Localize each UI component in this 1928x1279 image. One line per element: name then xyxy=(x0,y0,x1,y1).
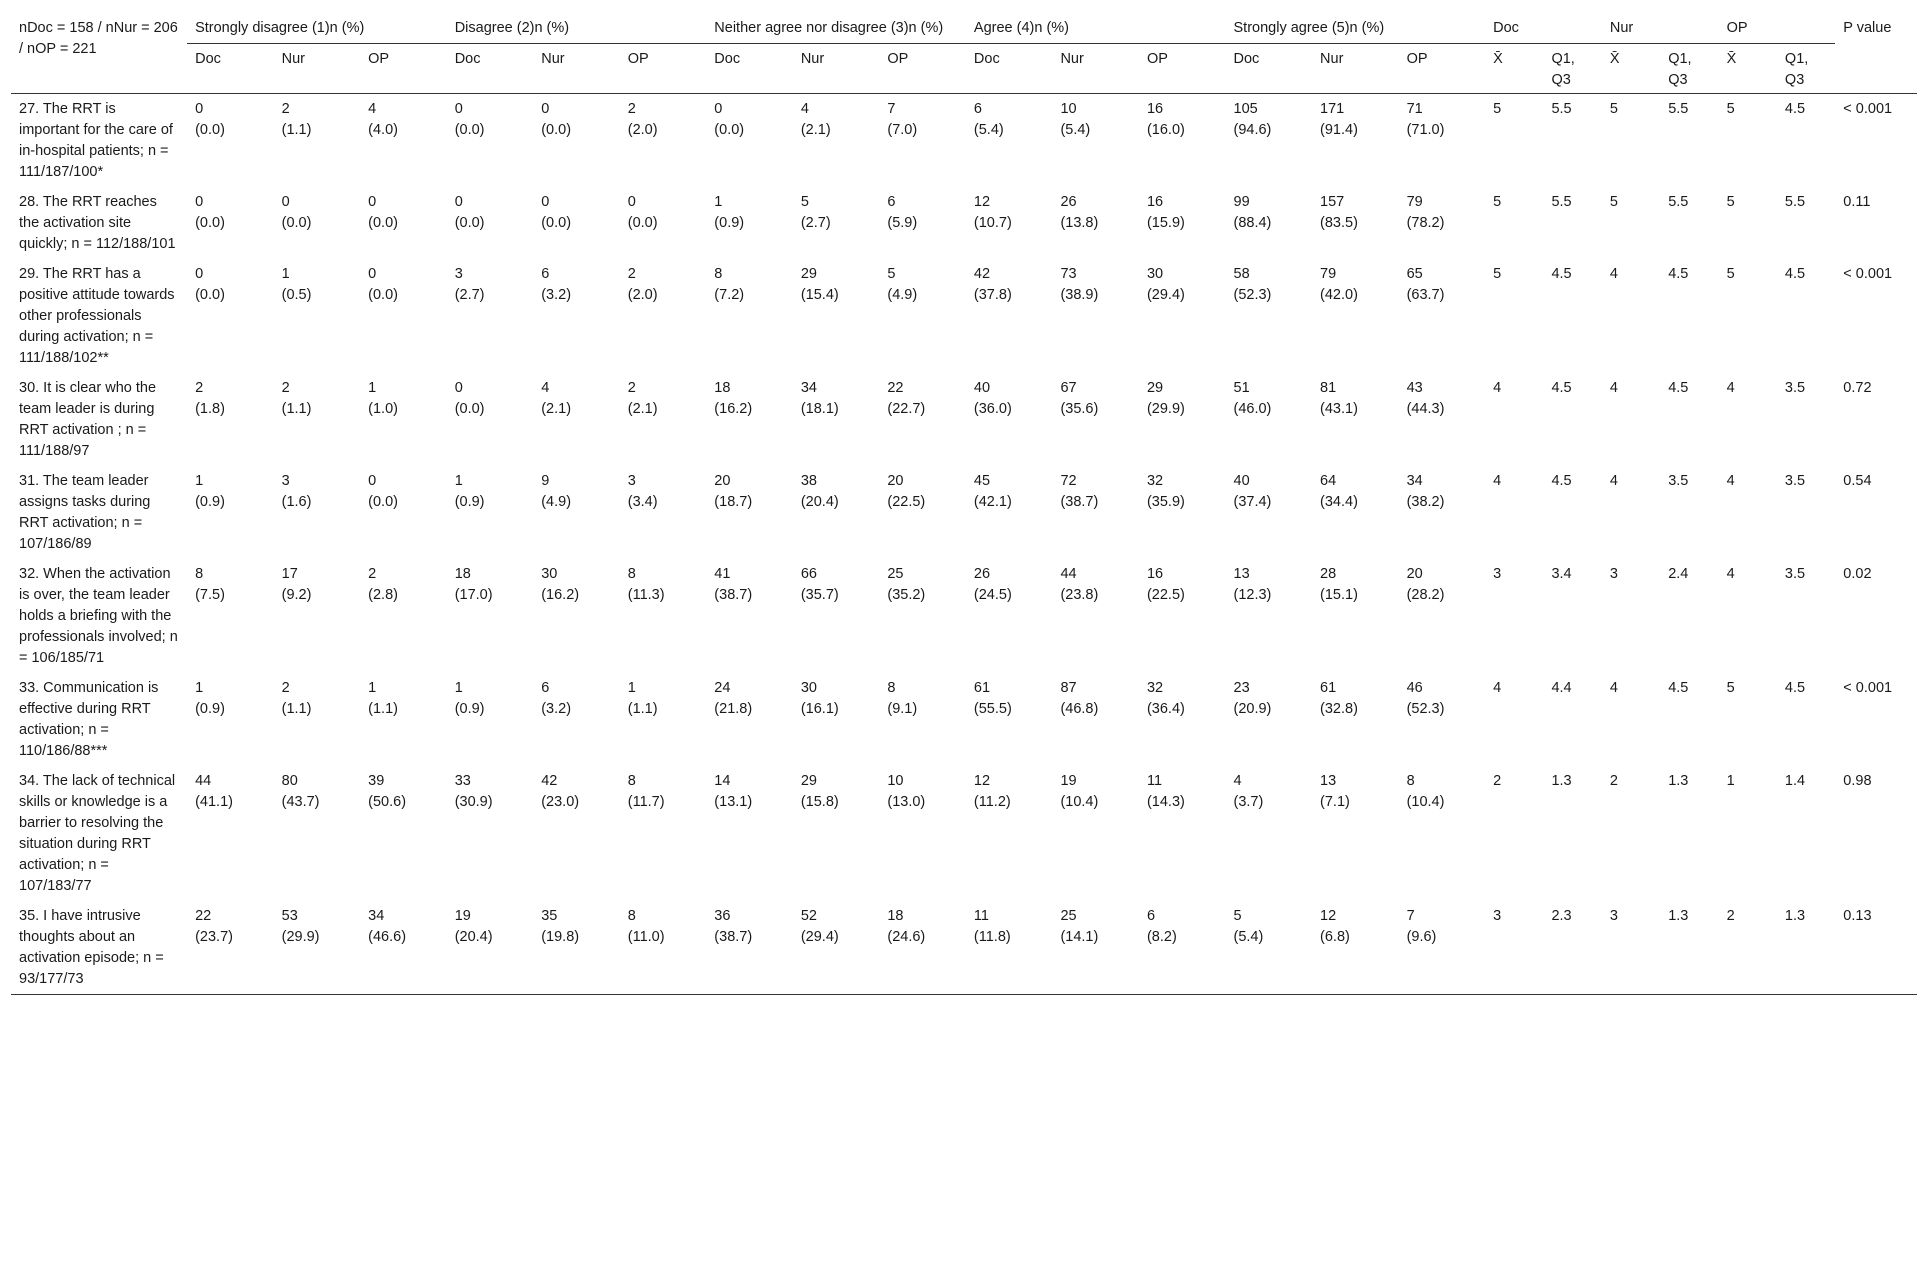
count-cell: 19 (10.4) xyxy=(1060,773,1099,810)
count-cell: 5 (5.4) xyxy=(1233,908,1264,945)
mean-cell: 4 xyxy=(1609,680,1618,696)
count-cell: 32 (35.9) xyxy=(1146,473,1185,510)
mean-cell: 4 xyxy=(1726,473,1735,489)
count-cell: 30 (29.4) xyxy=(1146,266,1185,303)
count-cell: 1 (0.9) xyxy=(195,680,225,717)
count-cell: 61 (55.5) xyxy=(973,680,1012,717)
count-cell: 34 (46.6) xyxy=(368,908,407,945)
count-cell: 26 (24.5) xyxy=(973,566,1012,603)
count-cell: 0 (0.0) xyxy=(714,101,745,138)
count-cell: 1 (1.1) xyxy=(627,680,658,717)
count-cell: 39 (50.6) xyxy=(368,773,407,810)
count-cell: 18 (16.2) xyxy=(714,380,753,417)
count-cell: 8 (7.2) xyxy=(714,266,745,303)
count-cell: 20 (22.5) xyxy=(887,473,926,510)
table-row xyxy=(11,187,1917,259)
mean-cell: 1 xyxy=(1726,773,1735,789)
count-cell: 4 (2.1) xyxy=(541,380,572,417)
quartile-cell: 3.5 xyxy=(1784,380,1806,396)
count-cell: 35 (19.8) xyxy=(541,908,580,945)
count-cell: 10 (13.0) xyxy=(887,773,926,810)
count-cell: 4 (2.1) xyxy=(800,101,831,138)
subheader-doc: Doc xyxy=(1233,51,1260,67)
count-cell: 22 (22.7) xyxy=(887,380,926,417)
row-label: 31. The team leader assigns tasks during RRT activation; n = 107/186/89 xyxy=(19,473,151,552)
quartile-cell: 4.5 xyxy=(1551,473,1572,489)
count-cell: 16 (15.9) xyxy=(1146,194,1185,231)
subheader-doc: Doc xyxy=(973,51,1000,67)
count-cell: 11 (11.8) xyxy=(973,908,1011,945)
count-cell: 36 (38.7) xyxy=(714,908,753,945)
mean-cell: 4 xyxy=(1493,380,1502,396)
mean-cell: 4 xyxy=(1493,680,1502,696)
quartile-cell: 2.3 xyxy=(1551,908,1572,924)
count-cell: 0 (0.0) xyxy=(541,194,572,231)
count-cell: 65 (63.7) xyxy=(1406,266,1445,303)
count-cell: 61 (32.8) xyxy=(1320,680,1358,717)
count-cell: 1 (0.9) xyxy=(454,473,485,510)
count-cell: 72 (38.7) xyxy=(1060,473,1099,510)
quartile-cell: 4.5 xyxy=(1551,380,1572,396)
table-row xyxy=(11,766,1917,901)
count-cell: 6 (3.2) xyxy=(541,680,572,717)
count-cell: 18 (24.6) xyxy=(887,908,926,945)
pvalue-cell: 0.98 xyxy=(1843,773,1872,789)
mean-cell: 5 xyxy=(1726,194,1735,210)
count-cell: 17 (9.2) xyxy=(281,566,312,603)
count-cell: 1 (1.1) xyxy=(368,680,398,717)
count-cell: 51 (46.0) xyxy=(1233,380,1272,417)
count-cell: 2 (2.8) xyxy=(368,566,398,603)
table-row xyxy=(11,373,1917,466)
count-cell: 2 (2.0) xyxy=(627,266,658,303)
mean-cell: 4 xyxy=(1726,380,1735,396)
header-neither: Neither agree nor disagree (3)n (%) xyxy=(706,13,966,44)
mean-cell: 5 xyxy=(1726,680,1735,696)
count-cell: 81 (43.1) xyxy=(1320,380,1358,417)
quartile-cell: 2.4 xyxy=(1668,566,1689,582)
count-cell: 8 (7.5) xyxy=(195,566,225,603)
count-cell: 64 (34.4) xyxy=(1320,473,1358,510)
count-cell: 18 (17.0) xyxy=(454,566,493,603)
count-cell: 34 (38.2) xyxy=(1406,473,1445,510)
count-cell: 67 (35.6) xyxy=(1060,380,1099,417)
count-cell: 2 (1.8) xyxy=(195,380,225,417)
header-agree: Agree (4)n (%) xyxy=(966,13,1226,44)
count-cell: 30 (16.1) xyxy=(800,680,839,717)
row-label: 32. When the activation is over, the team leader holds a briefing with the professionals involved; n = 106/185/71 xyxy=(19,566,178,666)
count-cell: 8 (11.7) xyxy=(627,773,665,810)
row-label: 28. The RRT reaches the activation site quickly; n = 112/188/101 xyxy=(19,194,176,252)
count-cell: 1 (0.5) xyxy=(281,266,312,303)
quartile-cell: 4.5 xyxy=(1668,266,1689,282)
count-cell: 0 (0.0) xyxy=(627,194,658,231)
count-cell: 8 (10.4) xyxy=(1406,773,1445,810)
subheader-nur: Nur xyxy=(281,51,305,67)
table-row xyxy=(11,259,1917,373)
count-cell: 43 (44.3) xyxy=(1406,380,1445,417)
count-cell: 4 (4.0) xyxy=(368,101,398,138)
mean-cell: 4 xyxy=(1726,566,1735,582)
table-row xyxy=(11,559,1917,673)
subheader-doc: Doc xyxy=(714,51,741,67)
count-cell: 8 (11.0) xyxy=(627,908,665,945)
count-cell: 0 (0.0) xyxy=(368,194,398,231)
count-cell: 73 (38.9) xyxy=(1060,266,1099,303)
mean-cell: 2 xyxy=(1726,908,1735,924)
quartile-cell: 1.3 xyxy=(1784,908,1806,924)
mean-cell: 3 xyxy=(1609,908,1618,924)
subheader-op: OP xyxy=(368,51,390,67)
quartile-cell: 1.3 xyxy=(1668,773,1689,789)
count-cell: 0 (0.0) xyxy=(454,194,485,231)
quartile-cell: 4.5 xyxy=(1784,680,1806,696)
subheader-nur: Nur xyxy=(1060,51,1084,67)
pvalue-cell: 0.11 xyxy=(1843,194,1871,210)
table-header xyxy=(11,13,1917,94)
count-cell: 19 (20.4) xyxy=(454,908,493,945)
count-cell: 171 (91.4) xyxy=(1320,101,1358,138)
row-label: 27. The RRT is important for the care of in-hospital patients; n = 111/187/100* xyxy=(19,101,173,180)
subheader-mean: X̄ xyxy=(1609,51,1620,67)
mean-cell: 4 xyxy=(1609,473,1618,489)
subheader-nur: Nur xyxy=(1320,51,1344,67)
count-cell: 2 (2.0) xyxy=(627,101,658,138)
quartile-cell: 1.4 xyxy=(1784,773,1806,789)
count-cell: 20 (28.2) xyxy=(1406,566,1445,603)
quartile-cell: 4.5 xyxy=(1551,266,1572,282)
count-cell: 20 (18.7) xyxy=(714,473,753,510)
subheader-doc: Doc xyxy=(195,51,221,67)
mean-cell: 5 xyxy=(1493,194,1502,210)
count-cell: 3 (3.4) xyxy=(627,473,658,510)
count-cell: 6 (3.2) xyxy=(541,266,572,303)
count-cell: 0 (0.0) xyxy=(195,194,225,231)
count-cell: 52 (29.4) xyxy=(800,908,839,945)
subheader-nur: Nur xyxy=(541,51,565,67)
mean-cell: 3 xyxy=(1493,908,1502,924)
count-cell: 79 (78.2) xyxy=(1406,194,1445,231)
count-cell: 2 (1.1) xyxy=(281,680,312,717)
count-cell: 1 (0.9) xyxy=(195,473,225,510)
quartile-cell: 1.3 xyxy=(1551,773,1572,789)
count-cell: 0 (0.0) xyxy=(281,194,312,231)
count-cell: 12 (6.8) xyxy=(1320,908,1350,945)
count-cell: 38 (20.4) xyxy=(800,473,839,510)
count-cell: 14 (13.1) xyxy=(714,773,753,810)
pvalue-cell: < 0.001 xyxy=(1843,266,1893,282)
quartile-cell: 5.5 xyxy=(1551,194,1572,210)
quartile-cell: 3.5 xyxy=(1784,566,1806,582)
header-corner: nDoc = 158 / nNur = 206 / nOP = 221 xyxy=(19,20,178,57)
count-cell: 7 (7.0) xyxy=(887,101,918,138)
count-cell: 40 (37.4) xyxy=(1233,473,1272,510)
row-label: 34. The lack of technical skills or knowledge is a barrier to resolving the situation during RRT activation; n = 107/183/77 xyxy=(19,773,176,894)
count-cell: 6 (5.9) xyxy=(887,194,918,231)
mean-cell: 5 xyxy=(1609,101,1618,117)
mean-cell: 3 xyxy=(1493,566,1502,582)
count-cell: 6 (5.4) xyxy=(973,101,1004,138)
count-cell: 99 (88.4) xyxy=(1233,194,1272,231)
count-cell: 26 (13.8) xyxy=(1060,194,1099,231)
count-cell: 1 (1.0) xyxy=(368,380,398,417)
count-cell: 2 (1.1) xyxy=(281,101,312,138)
count-cell: 0 (0.0) xyxy=(454,101,485,138)
pvalue-cell: < 0.001 xyxy=(1843,101,1893,117)
count-cell: 45 (42.1) xyxy=(973,473,1012,510)
mean-cell: 5 xyxy=(1726,266,1735,282)
count-cell: 16 (22.5) xyxy=(1146,566,1185,603)
row-label: 33. Communication is effective during RRT activation; n = 110/186/88*** xyxy=(19,680,159,759)
count-cell: 30 (16.2) xyxy=(541,566,580,603)
count-cell: 0 (0.0) xyxy=(368,266,398,303)
pvalue-cell: 0.72 xyxy=(1843,380,1872,396)
count-cell: 0 (0.0) xyxy=(454,380,485,417)
count-cell: 28 (15.1) xyxy=(1320,566,1358,603)
quartile-cell: 5.5 xyxy=(1668,101,1689,117)
count-cell: 9 (4.9) xyxy=(541,473,572,510)
quartile-cell: 1.3 xyxy=(1668,908,1689,924)
count-cell: 12 (10.7) xyxy=(973,194,1012,231)
count-cell: 34 (18.1) xyxy=(800,380,839,417)
count-cell: 3 (1.6) xyxy=(281,473,312,510)
subheader-quartiles: Q1, Q3 xyxy=(1551,51,1575,88)
count-cell: 11 (14.3) xyxy=(1146,773,1185,810)
count-cell: 4 (3.7) xyxy=(1233,773,1264,810)
count-cell: 29 (15.8) xyxy=(800,773,839,810)
header-stat-nur: Nur xyxy=(1602,13,1719,44)
count-cell: 5 (2.7) xyxy=(800,194,831,231)
header-disagree: Disagree (2)n (%) xyxy=(447,13,707,44)
count-cell: 25 (35.2) xyxy=(887,566,926,603)
count-cell: 13 (12.3) xyxy=(1233,566,1272,603)
header-stat-doc: Doc xyxy=(1485,13,1602,44)
table-container xyxy=(11,13,1917,995)
table-body xyxy=(11,94,1917,995)
subheader-op: OP xyxy=(1406,51,1428,67)
quartile-cell: 5.5 xyxy=(1784,194,1806,210)
count-cell: 3 (2.7) xyxy=(454,266,485,303)
row-label: 30. It is clear who the team leader is during RRT activation ; n = 111/188/97 xyxy=(19,380,157,459)
count-cell: 71 (71.0) xyxy=(1406,101,1445,138)
mean-cell: 5 xyxy=(1726,101,1735,117)
count-cell: 2 (1.1) xyxy=(281,380,312,417)
count-cell: 22 (23.7) xyxy=(195,908,233,945)
subheader-op: OP xyxy=(1146,51,1168,67)
subheader-quartiles: Q1, Q3 xyxy=(1668,51,1692,88)
mean-cell: 4 xyxy=(1609,380,1618,396)
subheader-mean: X̄ xyxy=(1726,51,1737,67)
header-row-groups xyxy=(11,13,1917,44)
table-row xyxy=(11,901,1917,995)
count-cell: 23 (20.9) xyxy=(1233,680,1272,717)
mean-cell: 3 xyxy=(1609,566,1618,582)
results-table xyxy=(11,13,1917,995)
count-cell: 0 (0.0) xyxy=(541,101,572,138)
count-cell: 16 (16.0) xyxy=(1146,101,1185,138)
count-cell: 0 (0.0) xyxy=(195,101,225,138)
count-cell: 80 (43.7) xyxy=(281,773,320,810)
count-cell: 42 (37.8) xyxy=(973,266,1012,303)
count-cell: 87 (46.8) xyxy=(1060,680,1099,717)
count-cell: 79 (42.0) xyxy=(1320,266,1358,303)
quartile-cell: 4.5 xyxy=(1784,266,1806,282)
mean-cell: 2 xyxy=(1493,773,1502,789)
count-cell: 32 (36.4) xyxy=(1146,680,1185,717)
pvalue-cell: 0.02 xyxy=(1843,566,1872,582)
subheader-quartiles: Q1, Q3 xyxy=(1784,51,1809,88)
count-cell: 42 (23.0) xyxy=(541,773,580,810)
count-cell: 53 (29.9) xyxy=(281,908,320,945)
header-strongly-disagree: Strongly disagree (1)n (%) xyxy=(187,13,447,44)
count-cell: 24 (21.8) xyxy=(714,680,753,717)
count-cell: 44 (23.8) xyxy=(1060,566,1099,603)
count-cell: 29 (29.9) xyxy=(1146,380,1185,417)
quartile-cell: 5.5 xyxy=(1668,194,1689,210)
count-cell: 1 (0.9) xyxy=(454,680,485,717)
subheader-doc: Doc xyxy=(454,51,481,67)
quartile-cell: 3.5 xyxy=(1784,473,1806,489)
count-cell: 8 (11.3) xyxy=(627,566,665,603)
table-row xyxy=(11,673,1917,766)
subheader-mean: X̄ xyxy=(1493,51,1503,67)
quartile-cell: 4.5 xyxy=(1668,680,1689,696)
count-cell: 6 (8.2) xyxy=(1146,908,1177,945)
count-cell: 0 (0.0) xyxy=(195,266,225,303)
count-cell: 1 (0.9) xyxy=(714,194,745,231)
count-cell: 44 (41.1) xyxy=(195,773,233,810)
quartile-cell: 3.5 xyxy=(1668,473,1689,489)
count-cell: 7 (9.6) xyxy=(1406,908,1437,945)
table-row xyxy=(11,466,1917,559)
row-label: 35. I have intrusive thoughts about an activation episode; n = 93/177/73 xyxy=(19,908,164,987)
count-cell: 8 (9.1) xyxy=(887,680,918,717)
header-strongly-agree: Strongly agree (5)n (%) xyxy=(1226,13,1486,44)
table-row xyxy=(11,94,1917,188)
count-cell: 41 (38.7) xyxy=(714,566,753,603)
count-cell: 5 (4.9) xyxy=(887,266,918,303)
count-cell: 157 (83.5) xyxy=(1320,194,1358,231)
quartile-cell: 5.5 xyxy=(1551,101,1572,117)
subheader-op: OP xyxy=(887,51,909,67)
count-cell: 13 (7.1) xyxy=(1320,773,1350,810)
quartile-cell: 4.4 xyxy=(1551,680,1572,696)
count-cell: 29 (15.4) xyxy=(800,266,839,303)
mean-cell: 2 xyxy=(1609,773,1618,789)
quartile-cell: 4.5 xyxy=(1668,380,1689,396)
count-cell: 12 (11.2) xyxy=(973,773,1011,810)
mean-cell: 5 xyxy=(1493,266,1502,282)
quartile-cell: 3.4 xyxy=(1551,566,1572,582)
mean-cell: 4 xyxy=(1609,266,1618,282)
row-label: 29. The RRT has a positive attitude towards other professionals during activation; n = 111/188/102** xyxy=(19,266,175,366)
mean-cell: 5 xyxy=(1493,101,1502,117)
count-cell: 40 (36.0) xyxy=(973,380,1012,417)
count-cell: 0 (0.0) xyxy=(368,473,398,510)
pvalue-cell: 0.13 xyxy=(1843,908,1872,924)
pvalue-cell: < 0.001 xyxy=(1843,680,1893,696)
count-cell: 25 (14.1) xyxy=(1060,908,1099,945)
header-row-sub xyxy=(11,44,1917,94)
quartile-cell: 4.5 xyxy=(1784,101,1806,117)
subheader-nur: Nur xyxy=(800,51,825,67)
subheader-op: OP xyxy=(627,51,649,67)
count-cell: 10 (5.4) xyxy=(1060,101,1091,138)
count-cell: 46 (52.3) xyxy=(1406,680,1445,717)
count-cell: 105 (94.6) xyxy=(1233,101,1272,138)
count-cell: 33 (30.9) xyxy=(454,773,493,810)
pvalue-cell: 0.54 xyxy=(1843,473,1872,489)
header-stat-op: OP xyxy=(1719,13,1836,44)
mean-cell: 4 xyxy=(1493,473,1502,489)
header-pvalue: P value xyxy=(1843,20,1892,36)
mean-cell: 5 xyxy=(1609,194,1618,210)
count-cell: 66 (35.7) xyxy=(800,566,839,603)
count-cell: 58 (52.3) xyxy=(1233,266,1272,303)
count-cell: 2 (2.1) xyxy=(627,380,658,417)
